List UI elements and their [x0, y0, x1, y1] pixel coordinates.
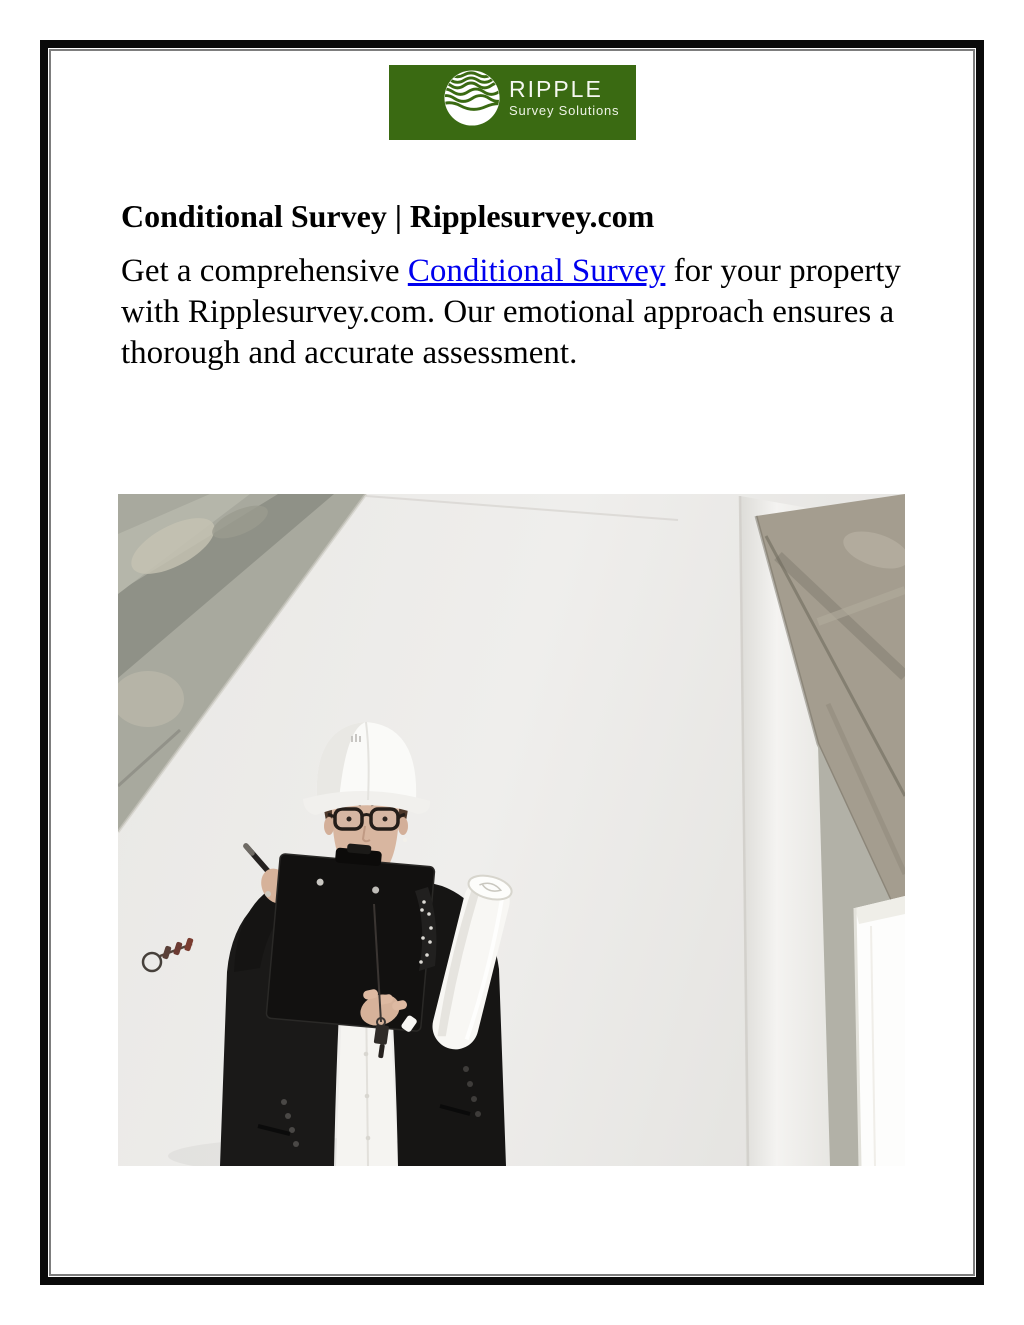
conditional-survey-link[interactable]: Conditional Survey: [407, 253, 666, 289]
page-title: Conditional Survey | Ripplesurvey.com: [121, 198, 655, 234]
ripple-waves-circle-icon: [443, 69, 501, 127]
logo-text: [509, 77, 619, 118]
clipboard: [266, 838, 436, 1032]
surveyor-photo: [118, 494, 905, 1166]
window: [855, 896, 905, 1166]
description-text-before-link: Get a comprehensive: [121, 253, 408, 289]
logo: [389, 65, 636, 140]
logo-tagline: Survey Solutions: [509, 103, 620, 118]
photo-illustration: [118, 494, 905, 1166]
page-description: [121, 251, 921, 374]
logo-name: RIPPLE: [509, 76, 603, 102]
description-text-after-link: for your property with Ripplesurvey.com. Our emotional approach ensures a thorough and accurate assessment.: [121, 253, 901, 371]
